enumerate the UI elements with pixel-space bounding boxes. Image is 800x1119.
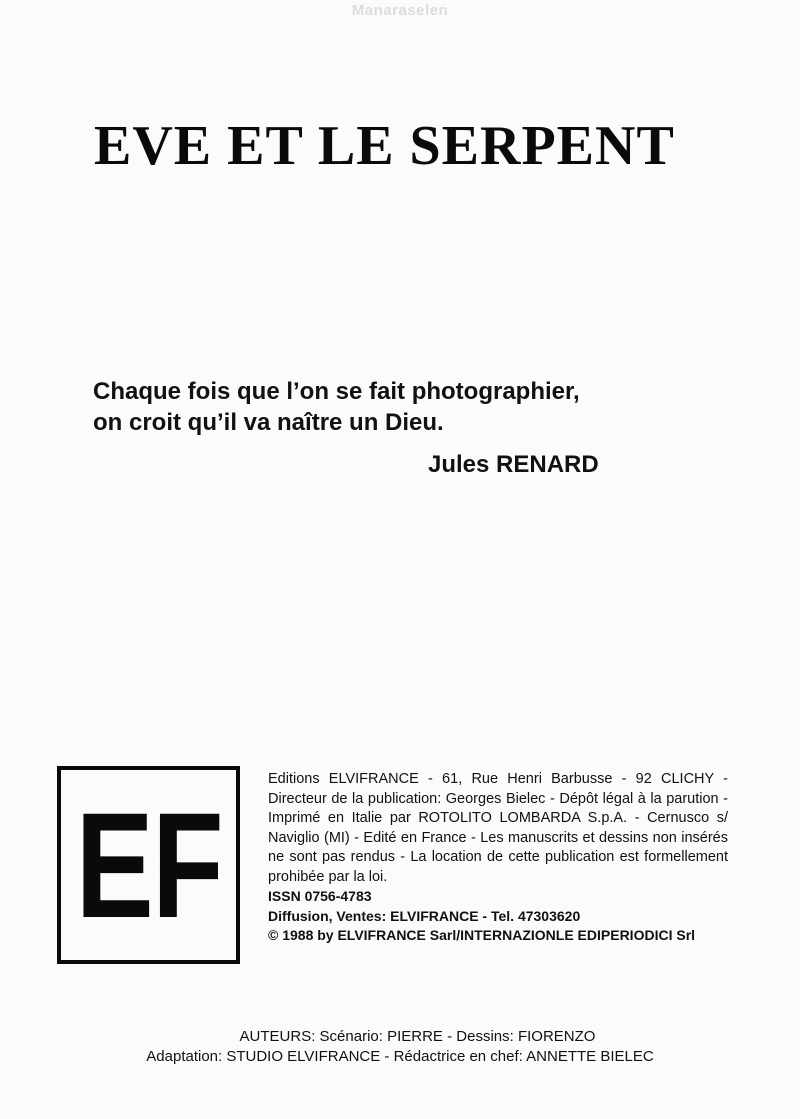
credits (0, 1027, 800, 1067)
diffusion-info: Diffusion, Ventes: ELVIFRANCE - Tel. 47303620 (268, 907, 581, 924)
publisher-logo (57, 766, 240, 964)
legal-paragraph: Editions ELVIFRANCE - 61, Rue Henri Barbusse - 92 CLICHY - Directeur de la publication: Georges Bielec - Dépôt légal à la parution - Imprimé en Italie par ROTOLITO LOMBARDA S.p.A. - Cernusco s/ Naviglio (MI) - Edité en France - Les manuscrits et dessins non insérés ne sont pas rendus - La location de cette publication est formellement prohibée par la loi. (268, 771, 728, 885)
watermark: Manaraselen (351, 2, 449, 19)
page-title: EVE ET LE SERPENT (94, 115, 675, 177)
quote-line-1: Chaque fois que l’on se fait photographier, (93, 378, 580, 405)
issn: ISSN 0756-4783 (268, 888, 372, 904)
quote-line-2: on croit qu’il va naître un Dieu. (93, 409, 444, 436)
copyright: © 1988 by ELVIFRANCE Sarl/INTERNAZIONLE EDIPERIODICI Srl (268, 927, 696, 943)
epigraph-quote (93, 376, 580, 438)
legal-notice (268, 770, 728, 946)
quote-author: Jules RENARD (428, 451, 599, 478)
credits-adaptation: Adaptation: STUDIO ELVIFRANCE - Rédactrice en chef: ANNETTE BIELEC (146, 1048, 654, 1065)
logo-lettering: EF (75, 781, 222, 949)
credits-authors: AUTEURS: Scénario: PIERRE - Dessins: FIORENZO (239, 1028, 596, 1045)
